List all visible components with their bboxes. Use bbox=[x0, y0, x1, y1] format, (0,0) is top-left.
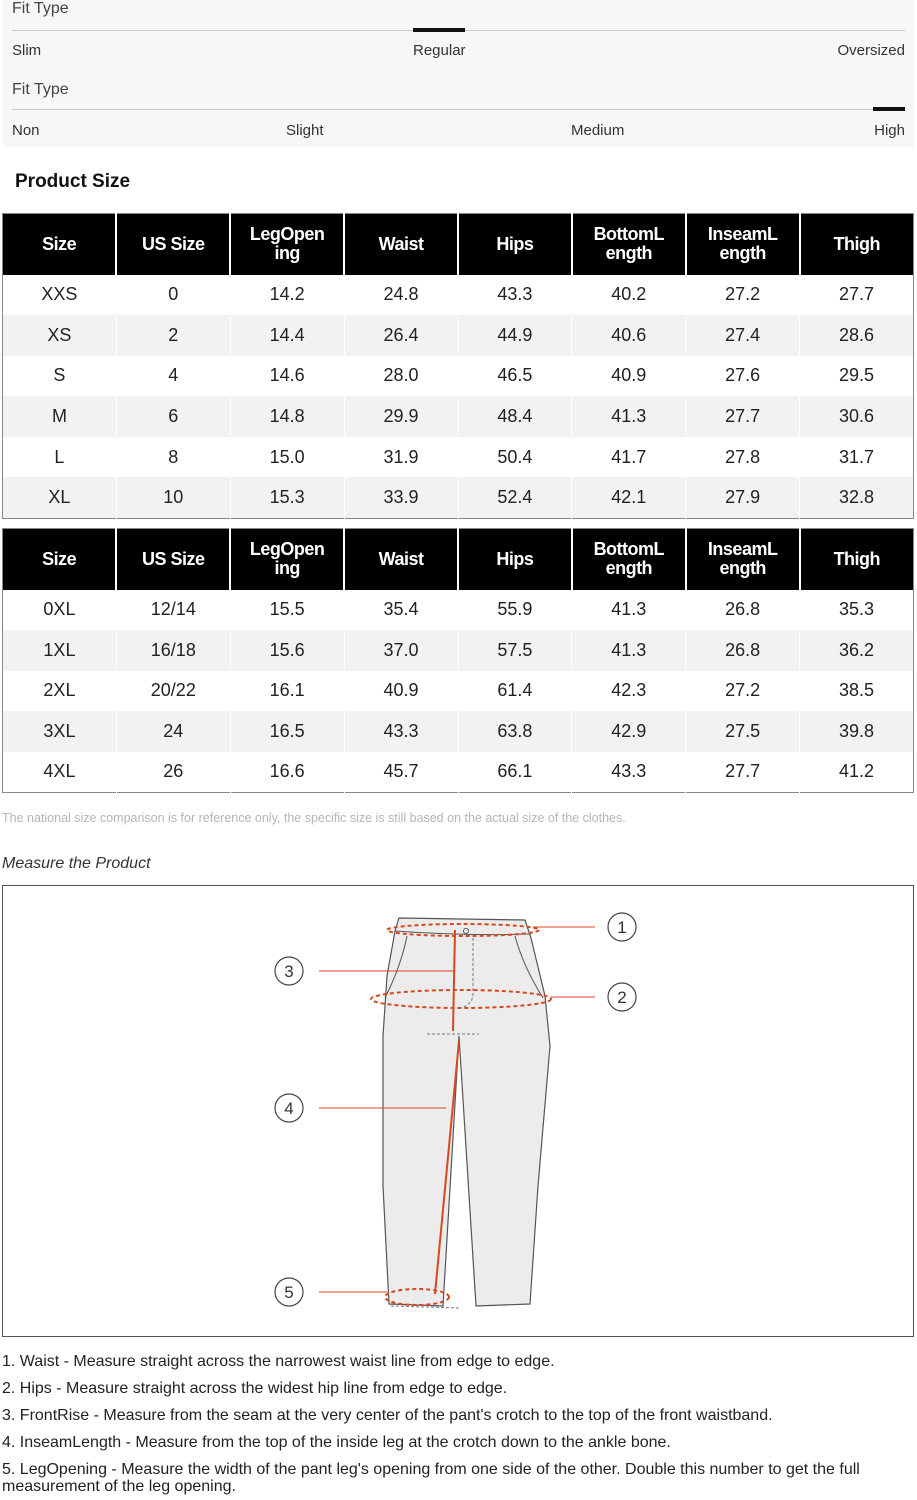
cell-inseam-length: 27.9 bbox=[686, 477, 800, 518]
cell-waist: 45.7 bbox=[344, 752, 458, 793]
cell-bottom-length: 41.3 bbox=[572, 396, 686, 437]
cell-thigh: 29.5 bbox=[800, 356, 914, 397]
cell-leg-opening: 14.8 bbox=[230, 396, 344, 437]
stretch-type-title: Fit Type bbox=[12, 81, 69, 98]
header-waist: Waist bbox=[344, 529, 458, 590]
instruction-waist: 1. Waist - Measure straight across the narrowest waist line from edge to edge. bbox=[2, 1353, 555, 1370]
header-us-size: US Size bbox=[116, 529, 230, 590]
cell-size: 4XL bbox=[3, 752, 117, 793]
header-inseam-length: InseamL ength bbox=[686, 529, 800, 590]
cell-waist: 29.9 bbox=[344, 396, 458, 437]
cell-inseam-length: 26.8 bbox=[686, 590, 800, 631]
fit-type-title: Fit Type bbox=[12, 0, 69, 17]
stretch-label-slight: Slight bbox=[286, 122, 324, 139]
marker-1: 1 bbox=[617, 918, 627, 937]
header-inseam-length: InseamL ength bbox=[686, 214, 800, 275]
measurement-instructions bbox=[2, 1353, 914, 1500]
cell-waist: 28.0 bbox=[344, 356, 458, 397]
stretch-type-track bbox=[12, 109, 905, 110]
header-size: Size bbox=[3, 529, 117, 590]
table-row bbox=[3, 356, 914, 397]
cell-size: L bbox=[3, 437, 117, 478]
product-size-heading: Product Size bbox=[15, 171, 131, 192]
cell-thigh: 39.8 bbox=[800, 711, 914, 752]
cell-us-size: 10 bbox=[116, 477, 230, 518]
fit-type-panel bbox=[3, 0, 914, 147]
header-leg-opening: LegOpen ing bbox=[230, 529, 344, 590]
cell-thigh: 28.6 bbox=[800, 315, 914, 356]
cell-bottom-length: 40.6 bbox=[572, 315, 686, 356]
cell-size: 1XL bbox=[3, 630, 117, 671]
header-bottom-length: BottomL ength bbox=[572, 214, 686, 275]
header-us-size: US Size bbox=[116, 214, 230, 275]
cell-bottom-length: 41.3 bbox=[572, 590, 686, 631]
cell-inseam-length: 27.2 bbox=[686, 671, 800, 712]
cell-thigh: 35.3 bbox=[800, 590, 914, 631]
stretch-label-medium: Medium bbox=[571, 122, 625, 139]
cell-bottom-length: 41.7 bbox=[572, 437, 686, 478]
table-header-row bbox=[3, 529, 914, 590]
cell-leg-opening: 14.2 bbox=[230, 275, 344, 316]
cell-thigh: 41.2 bbox=[800, 752, 914, 793]
cell-inseam-length: 27.6 bbox=[686, 356, 800, 397]
table-row bbox=[3, 477, 914, 518]
cell-us-size: 12/14 bbox=[116, 590, 230, 631]
cell-inseam-length: 27.4 bbox=[686, 315, 800, 356]
cell-thigh: 27.7 bbox=[800, 275, 914, 316]
cell-hips: 57.5 bbox=[458, 630, 572, 671]
table-row bbox=[3, 437, 914, 478]
size-comparison-note: The national size comparison is for reference only, the specific size is still based on the actual size of the clothes. bbox=[2, 811, 626, 825]
cell-hips: 66.1 bbox=[458, 752, 572, 793]
cell-us-size: 8 bbox=[116, 437, 230, 478]
cell-bottom-length: 41.3 bbox=[572, 630, 686, 671]
cell-inseam-length: 27.8 bbox=[686, 437, 800, 478]
instruction-inseam-length: 4. InseamLength - Measure from the top of the inside leg at the crotch down to the ankle bone. bbox=[2, 1434, 671, 1451]
size-table-regular bbox=[2, 213, 914, 519]
header-thigh: Thigh bbox=[800, 214, 914, 275]
cell-leg-opening: 16.1 bbox=[230, 671, 344, 712]
header-leg-opening: LegOpen ing bbox=[230, 214, 344, 275]
cell-hips: 63.8 bbox=[458, 711, 572, 752]
cell-hips: 48.4 bbox=[458, 396, 572, 437]
cell-leg-opening: 15.6 bbox=[230, 630, 344, 671]
cell-thigh: 32.8 bbox=[800, 477, 914, 518]
cell-hips: 52.4 bbox=[458, 477, 572, 518]
cell-size: XL bbox=[3, 477, 117, 518]
size-table-plus bbox=[2, 528, 914, 793]
cell-us-size: 2 bbox=[116, 315, 230, 356]
cell-us-size: 20/22 bbox=[116, 671, 230, 712]
cell-thigh: 36.2 bbox=[800, 630, 914, 671]
table-row bbox=[3, 590, 914, 631]
cell-us-size: 0 bbox=[116, 275, 230, 316]
marker-2: 2 bbox=[617, 988, 627, 1007]
fit-type-selected-marker bbox=[413, 28, 465, 32]
cell-waist: 37.0 bbox=[344, 630, 458, 671]
cell-bottom-length: 42.9 bbox=[572, 711, 686, 752]
fit-label-regular: Regular bbox=[413, 42, 466, 59]
table-row bbox=[3, 275, 914, 316]
cell-thigh: 30.6 bbox=[800, 396, 914, 437]
cell-inseam-length: 27.2 bbox=[686, 275, 800, 316]
cell-hips: 61.4 bbox=[458, 671, 572, 712]
cell-leg-opening: 15.3 bbox=[230, 477, 344, 518]
cell-waist: 33.9 bbox=[344, 477, 458, 518]
cell-waist: 40.9 bbox=[344, 671, 458, 712]
cell-inseam-length: 27.7 bbox=[686, 752, 800, 793]
cell-us-size: 24 bbox=[116, 711, 230, 752]
header-thigh: Thigh bbox=[800, 529, 914, 590]
header-size: Size bbox=[3, 214, 117, 275]
cell-waist: 31.9 bbox=[344, 437, 458, 478]
table-row bbox=[3, 671, 914, 712]
cell-size: 3XL bbox=[3, 711, 117, 752]
stretch-label-non: Non bbox=[12, 122, 40, 139]
cell-size: XXS bbox=[3, 275, 117, 316]
fit-label-slim: Slim bbox=[12, 42, 42, 59]
cell-leg-opening: 15.5 bbox=[230, 590, 344, 631]
table-row bbox=[3, 752, 914, 793]
cell-waist: 26.4 bbox=[344, 315, 458, 356]
cell-leg-opening: 16.5 bbox=[230, 711, 344, 752]
cell-leg-opening: 14.6 bbox=[230, 356, 344, 397]
cell-size: 0XL bbox=[3, 590, 117, 631]
fit-label-oversized: Oversized bbox=[837, 42, 905, 59]
measure-title: Measure the Product bbox=[2, 855, 151, 872]
cell-inseam-length: 27.7 bbox=[686, 396, 800, 437]
cell-size: XS bbox=[3, 315, 117, 356]
table-row bbox=[3, 630, 914, 671]
marker-4: 4 bbox=[284, 1099, 294, 1118]
cell-bottom-length: 42.3 bbox=[572, 671, 686, 712]
cell-bottom-length: 40.2 bbox=[572, 275, 686, 316]
cell-size: 2XL bbox=[3, 671, 117, 712]
cell-hips: 43.3 bbox=[458, 275, 572, 316]
cell-hips: 46.5 bbox=[458, 356, 572, 397]
cell-hips: 50.4 bbox=[458, 437, 572, 478]
cell-hips: 55.9 bbox=[458, 590, 572, 631]
header-hips: Hips bbox=[458, 529, 572, 590]
stretch-type-selected-marker bbox=[873, 107, 905, 111]
cell-us-size: 6 bbox=[116, 396, 230, 437]
cell-bottom-length: 42.1 bbox=[572, 477, 686, 518]
cell-us-size: 16/18 bbox=[116, 630, 230, 671]
cell-bottom-length: 43.3 bbox=[572, 752, 686, 793]
cell-hips: 44.9 bbox=[458, 315, 572, 356]
stretch-label-high: High bbox=[874, 122, 905, 139]
cell-inseam-length: 26.8 bbox=[686, 630, 800, 671]
cell-thigh: 31.7 bbox=[800, 437, 914, 478]
header-bottom-length: BottomL ength bbox=[572, 529, 686, 590]
instruction-leg-opening: 5. LegOpening - Measure the width of the pant leg's opening from one side of the other. Double this number to get the full measurement of the leg opening. bbox=[2, 1461, 860, 1495]
cell-bottom-length: 40.9 bbox=[572, 356, 686, 397]
cell-size: M bbox=[3, 396, 117, 437]
cell-leg-opening: 14.4 bbox=[230, 315, 344, 356]
cell-us-size: 4 bbox=[116, 356, 230, 397]
instruction-hips: 2. Hips - Measure straight across the widest hip line from edge to edge. bbox=[2, 1380, 508, 1397]
cell-inseam-length: 27.5 bbox=[686, 711, 800, 752]
table-row bbox=[3, 396, 914, 437]
instruction-front-rise: 3. FrontRise - Measure from the seam at the very center of the pant's crotch to the top of the front waistband. bbox=[2, 1407, 773, 1424]
header-hips: Hips bbox=[458, 214, 572, 275]
table-row bbox=[3, 711, 914, 752]
cell-waist: 35.4 bbox=[344, 590, 458, 631]
cell-us-size: 26 bbox=[116, 752, 230, 793]
marker-5: 5 bbox=[284, 1283, 294, 1302]
marker-3: 3 bbox=[284, 962, 294, 981]
cell-leg-opening: 15.0 bbox=[230, 437, 344, 478]
measurement-diagram bbox=[2, 885, 914, 1337]
cell-waist: 43.3 bbox=[344, 711, 458, 752]
table-row bbox=[3, 315, 914, 356]
cell-leg-opening: 16.6 bbox=[230, 752, 344, 793]
cell-size: S bbox=[3, 356, 117, 397]
header-waist: Waist bbox=[344, 214, 458, 275]
pants-measurement-icon bbox=[3, 886, 913, 1336]
table-header-row bbox=[3, 214, 914, 275]
cell-waist: 24.8 bbox=[344, 275, 458, 316]
cell-thigh: 38.5 bbox=[800, 671, 914, 712]
